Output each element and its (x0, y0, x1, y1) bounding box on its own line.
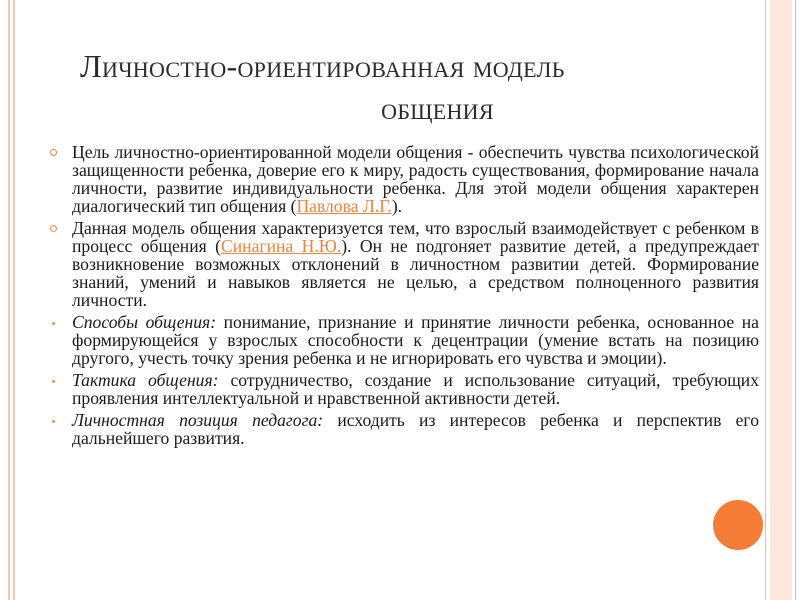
list-item (47, 219, 759, 309)
content-list (47, 143, 759, 451)
right-border-line-outer (795, 0, 796, 600)
left-border-line (8, 0, 10, 600)
dot-bullet-icon (52, 322, 55, 325)
item-text: Личностная позиция педагога: исходить из интересов ребенка и перспектив его дальнейшего развития. (72, 410, 759, 448)
author-link[interactable]: Павлова Л.Г. (296, 196, 392, 216)
slide-title (60, 45, 710, 129)
list-item (47, 313, 759, 367)
item-text: Данная модель общения характеризуется тем, что взрослый взаимодействует с ребенком в процесс общения (Синагина Н.Ю.). Он не подгоняет развитие детей, а предупреждает возникновение возможных отклонений в личностном развитии детей. Формирование знаний, умений и навыков является не целью, а средством полноценного развития личности. (72, 218, 759, 310)
left-border-line-inner (13, 0, 15, 600)
list-item (47, 143, 759, 215)
author-link[interactable]: Синагина Н.Ю. (221, 236, 342, 256)
list-item (47, 371, 759, 407)
item-text: Тактика общения: сотрудничество, создание и использование ситуаций, требующих проявления интеллектуальной и нравственной активности детей. (72, 370, 760, 408)
right-border-line (765, 0, 766, 600)
item-text: Способы общения: понимание, признание и принятие личности ребенка, основанное на формирующейся у взрослых способности к децентрации (умение встать на позицию другого, учесть точку зрения ребенка и не игнорировать его чувства и эмоции). (72, 312, 759, 368)
title-line-2: общения (381, 90, 494, 126)
list-item (47, 411, 759, 447)
ring-bullet-icon (50, 225, 57, 232)
title-line-1: Личностно-ориентированная модель (80, 48, 565, 84)
dot-bullet-icon (52, 380, 55, 383)
item-text: Цель личностно-ориентированной модели общения - обеспечить чувства психологической защищенности ребенка, доверие его к миру, радость существования, формирование начала личности, развитие индивидуальности ребенка. Для этой модели общения характерен диалогический тип общения (Павлова Л.Г.). (72, 142, 759, 216)
dot-bullet-icon (52, 420, 55, 423)
ring-bullet-icon (50, 149, 57, 156)
right-decorative-stripe (770, 0, 792, 600)
decorative-circle (713, 500, 763, 550)
